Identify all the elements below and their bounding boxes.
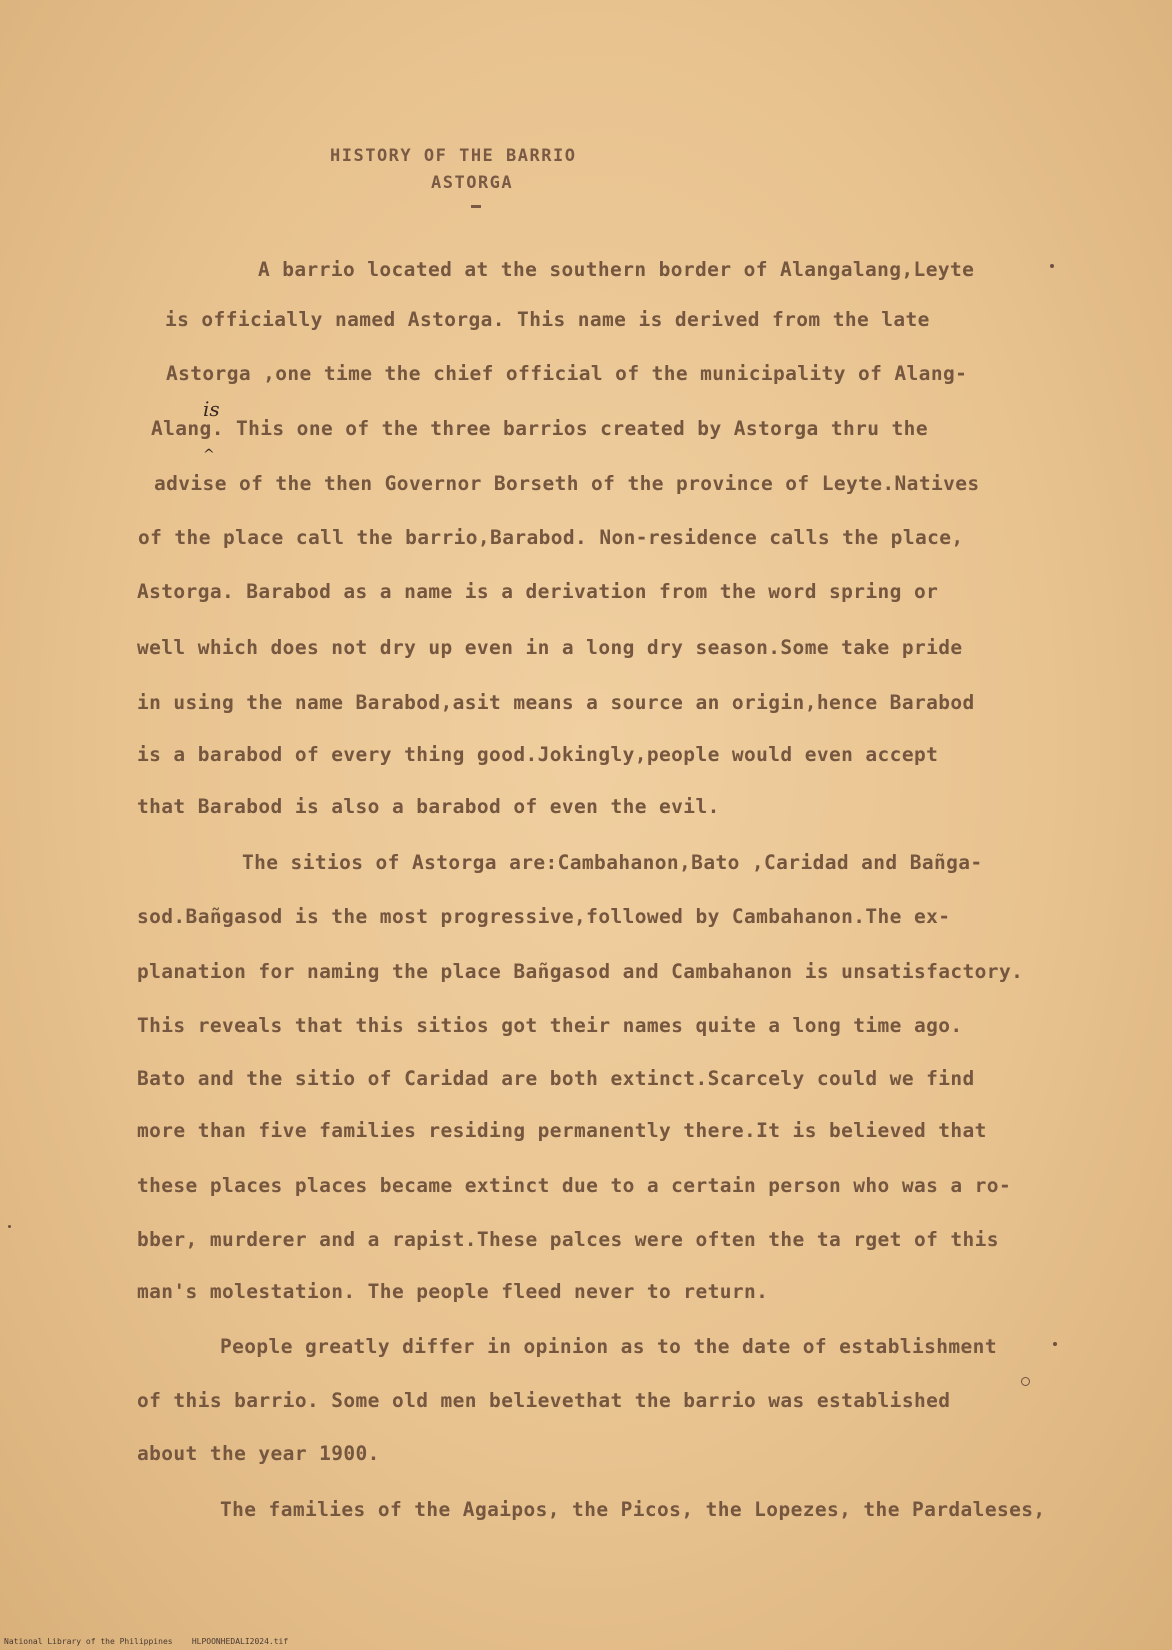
document-subtitle: ASTORGA [431, 173, 514, 193]
text-line: Bato and the sitio of Caridad are both extinct.Scarcely could we find [137, 1067, 975, 1090]
text-line: about the year 1900. [137, 1442, 380, 1465]
text-line: Alang. This one of the three barrios created by Astorga thru the [151, 417, 928, 440]
text-line: Astorga. Barabod as a name is a derivation from the word spring or [137, 580, 939, 603]
text-line: these places places became extinct due to a certain person who was a ro- [137, 1174, 1012, 1197]
caret-mark: ^ [203, 447, 215, 463]
text-line: bber, murderer and a rapist.These palces were often the ta rget of this [137, 1228, 999, 1251]
text-line: more than five families residing permanently there.It is believed that [137, 1119, 987, 1142]
document-title: HISTORY OF THE BARRIO [330, 146, 577, 166]
text-line: Astorga ,one time the chief official of the municipality of Alang- [166, 362, 968, 385]
text-line: advise of the then Governor Borseth of the province of Leyte.Natives [154, 472, 980, 495]
text-line: is officially named Astorga. This name is derived from the late [165, 308, 930, 331]
text-line: man's molestation. The people fleed never to return. [137, 1280, 769, 1303]
text-line: well which does not dry up even in a long dry season.Some take pride [137, 636, 963, 659]
text-line: People greatly differ in opinion as to the date of establishment [220, 1335, 997, 1358]
scan-footer: National Library of the Philippines HLPOONHEDALI2024.tif [4, 1637, 289, 1646]
ink-circle-mark [1021, 1377, 1030, 1386]
ink-speck [8, 1225, 11, 1228]
text-line: of this barrio. Some old men believethat the barrio was established [137, 1389, 951, 1412]
text-line: of the place call the barrio,Barabod. Non-residence calls the place, [138, 526, 964, 549]
text-line: The families of the Agaipos, the Picos, the Lopezes, the Pardaleses, [220, 1498, 1046, 1521]
text-line: that Barabod is also a barabod of even the evil. [137, 795, 720, 818]
text-line: The sitios of Astorga are:Cambahanon,Bato ,Caridad and Bañga- [242, 851, 983, 874]
text-line: A barrio located at the southern border of Alangalang,Leyte [258, 258, 975, 281]
handwritten-insert: is [203, 397, 220, 421]
text-line: sod.Bañgasod is the most progressive,followed by Cambahanon.The ex- [137, 905, 951, 928]
text-line: is a barabod of every thing good.Jokingly,people would even accept [137, 743, 939, 766]
text-line: in using the name Barabod,asit means a source an origin,hence Barabod [137, 691, 975, 714]
text-line: planation for naming the place Bañgasod and Cambahanon is unsatisfactory. [137, 960, 1024, 983]
text-line: This reveals that this sitios got their names quite a long time ago. [137, 1014, 963, 1037]
ink-speck [1053, 1342, 1057, 1346]
title-dash [471, 205, 481, 208]
ink-speck [1050, 264, 1054, 268]
